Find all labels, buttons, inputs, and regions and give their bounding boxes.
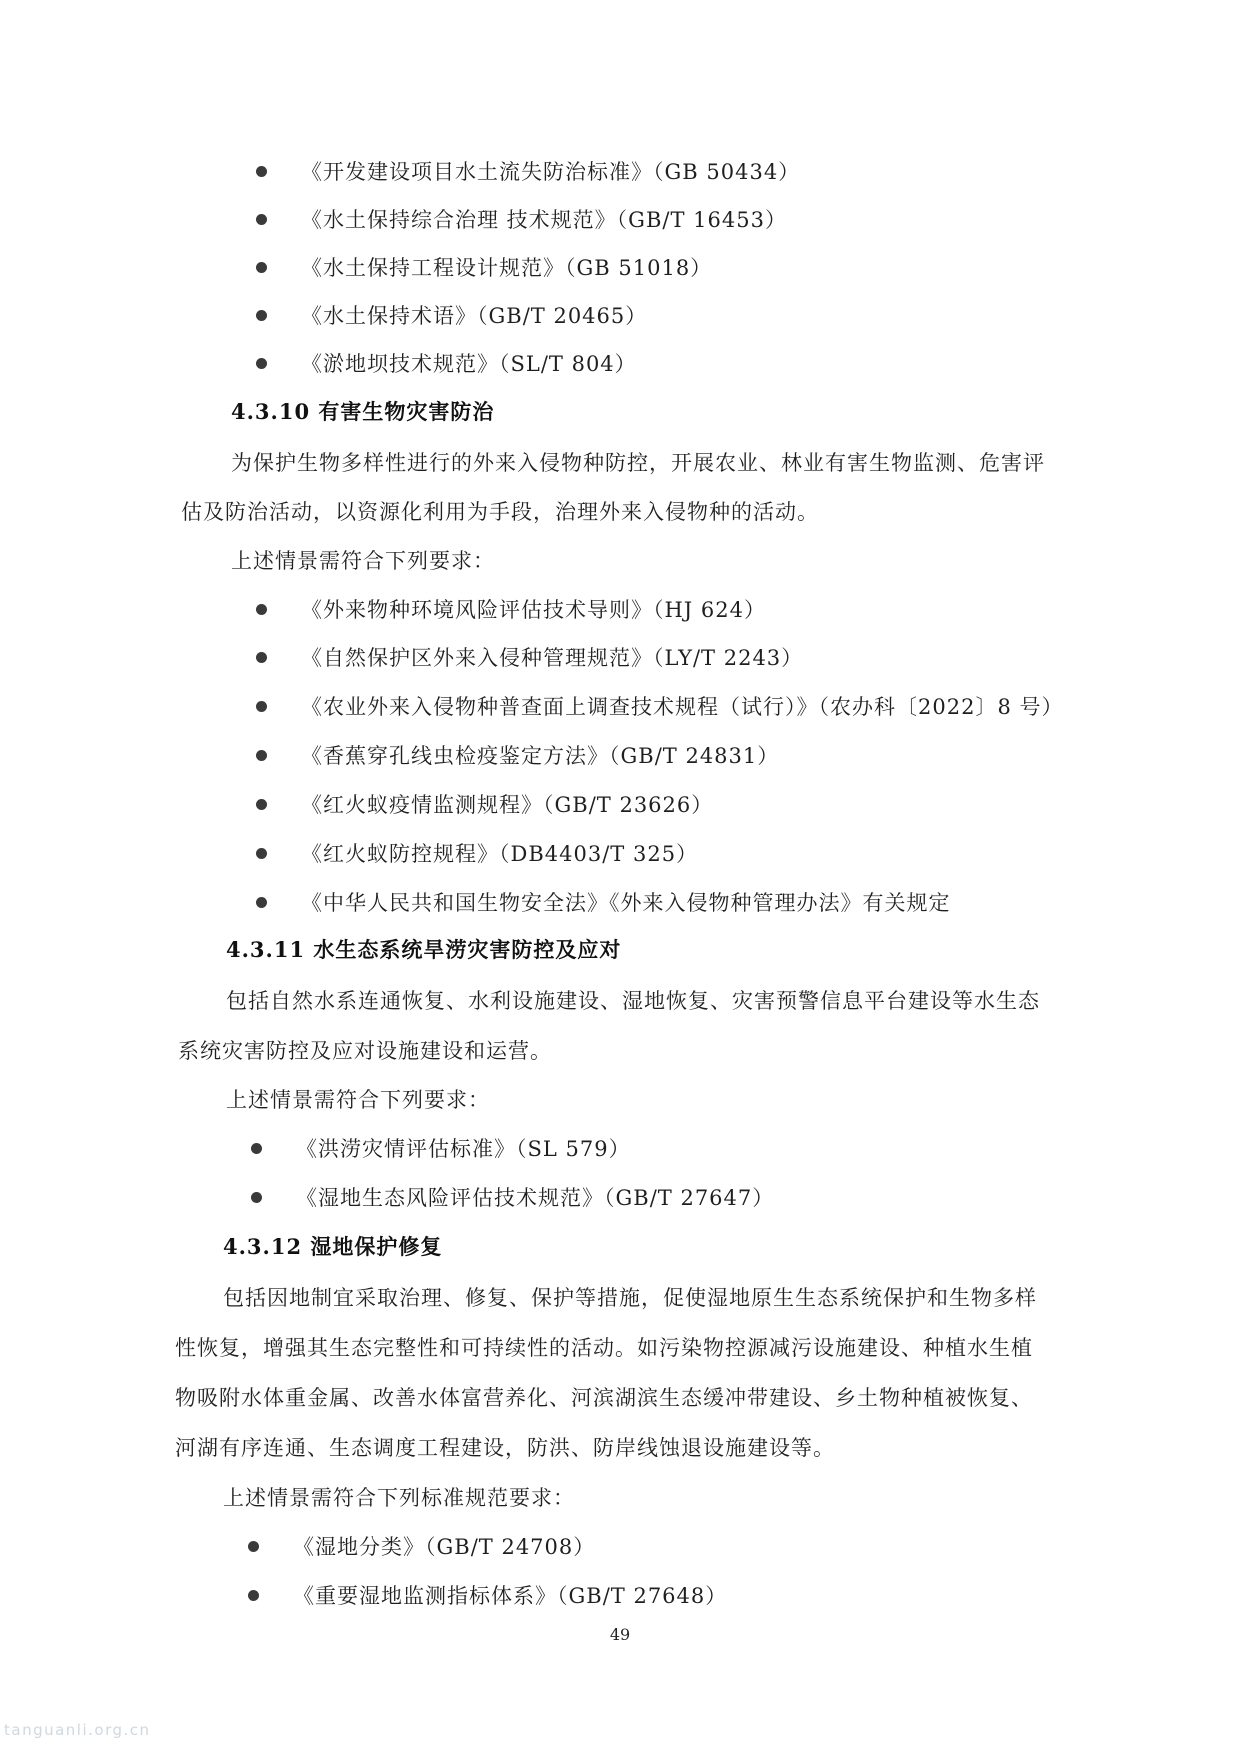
paragraph-line: 包括因地制宜采取治理、修复、保护等措施，促使湿地原生生态系统保护和生物多样 — [223, 1286, 1037, 1310]
list-item-text: 《水土保持综合治理 技术规范》（GB/T 16453） — [301, 208, 787, 232]
bullet-icon — [256, 652, 267, 663]
list-item-text: 《洪涝灾情评估标准》（SL 579） — [296, 1137, 631, 1161]
list-item-text: 《开发建设项目水土流失防治标准》（GB 50434） — [301, 160, 801, 184]
list-item-text: 《农业外来入侵物种普查面上调查技术规程（试行）》（农办科〔2022〕8 号） — [301, 695, 1064, 719]
bullet-icon — [256, 701, 267, 712]
list-item — [251, 1133, 631, 1163]
list-item — [251, 1182, 774, 1212]
list-item — [256, 789, 713, 819]
paragraph-line: 为保护生物多样性进行的外来入侵物种防控，开展农业、林业有害生物监测、危害评 — [231, 451, 1045, 475]
list-item — [248, 1580, 727, 1610]
section-heading: 4.3.12 湿地保护修复 — [223, 1234, 443, 1259]
list-item — [256, 642, 803, 672]
bullet-icon — [256, 214, 267, 225]
requirement-text: 上述情景需符合下列要求： — [226, 1088, 490, 1112]
watermark: tanguanli.org.cn — [4, 1721, 151, 1739]
bullet-icon — [256, 750, 267, 761]
list-item — [256, 252, 712, 282]
list-item-text: 《自然保护区外来入侵种管理规范》（LY/T 2243） — [301, 646, 804, 670]
paragraph-line: 河湖有序连通、生态调度工程建设，防洪、防岸线蚀退设施建设等。 — [175, 1436, 835, 1460]
bullet-icon — [256, 358, 267, 369]
list-item-text: 《淤地坝技术规范》（SL/T 804） — [301, 352, 637, 376]
list-item — [256, 204, 787, 234]
bullet-icon — [256, 604, 267, 615]
list-item-text: 《中华人民共和国生物安全法》《外来入侵物种管理办法》有关规定 — [301, 891, 951, 915]
list-item — [256, 838, 698, 868]
paragraph-line: 估及防治活动，以资源化利用为手段，治理外来入侵物种的活动。 — [181, 500, 819, 524]
bullet-icon — [248, 1590, 259, 1601]
list-item-text: 《香蕉穿孔线虫检疫鉴定方法》（GB/T 24831） — [301, 744, 780, 768]
list-item — [256, 300, 647, 330]
list-item — [256, 691, 1063, 721]
list-item — [256, 594, 766, 624]
list-item-text: 《湿地生态风险评估技术规范》（GB/T 27647） — [296, 1186, 775, 1210]
bullet-icon — [256, 166, 267, 177]
list-item — [256, 887, 951, 917]
list-item — [256, 740, 779, 770]
bullet-icon — [251, 1143, 262, 1154]
section-heading: 4.3.11 水生态系统旱涝灾害防控及应对 — [226, 937, 622, 962]
bullet-icon — [248, 1541, 259, 1552]
list-item — [256, 348, 637, 378]
bullet-icon — [251, 1192, 262, 1203]
bullet-icon — [256, 799, 267, 810]
list-item-text: 《重要湿地监测指标体系》（GB/T 27648） — [293, 1584, 728, 1608]
list-item-text: 《湿地分类》（GB/T 24708） — [293, 1535, 596, 1559]
bullet-icon — [256, 310, 267, 321]
paragraph-line: 性恢复，增强其生态完整性和可持续性的活动。如污染物控源减污设施建设、种植水生植 — [175, 1336, 1033, 1360]
list-item-text: 《水土保持工程设计规范》（GB 51018） — [301, 256, 713, 280]
paragraph-line: 物吸附水体重金属、改善水体富营养化、河滨湖滨生态缓冲带建设、乡土物种植被恢复、 — [175, 1386, 1033, 1410]
paragraph-line: 系统灾害防控及应对设施建设和运营。 — [178, 1039, 552, 1063]
page-number: 49 — [609, 1625, 631, 1644]
bullet-icon — [256, 848, 267, 859]
list-item-text: 《红火蚁防控规程》（DB4403/T 325） — [301, 842, 699, 866]
bullet-icon — [256, 897, 267, 908]
list-item-text: 《红火蚁疫情监测规程》（GB/T 23626） — [301, 793, 714, 817]
requirement-text: 上述情景需符合下列要求： — [231, 549, 495, 573]
list-item — [248, 1531, 595, 1561]
list-item — [256, 156, 800, 186]
paragraph-line: 包括自然水系连通恢复、水利设施建设、湿地恢复、灾害预警信息平台建设等水生态 — [226, 989, 1040, 1013]
bullet-icon — [256, 262, 267, 273]
section-heading: 4.3.10 有害生物灾害防治 — [231, 399, 495, 424]
requirement-text: 上述情景需符合下列标准规范要求： — [223, 1486, 575, 1510]
list-item-text: 《水土保持术语》（GB/T 20465） — [301, 304, 648, 328]
list-item-text: 《外来物种环境风险评估技术导则》（HJ 624） — [301, 598, 766, 622]
